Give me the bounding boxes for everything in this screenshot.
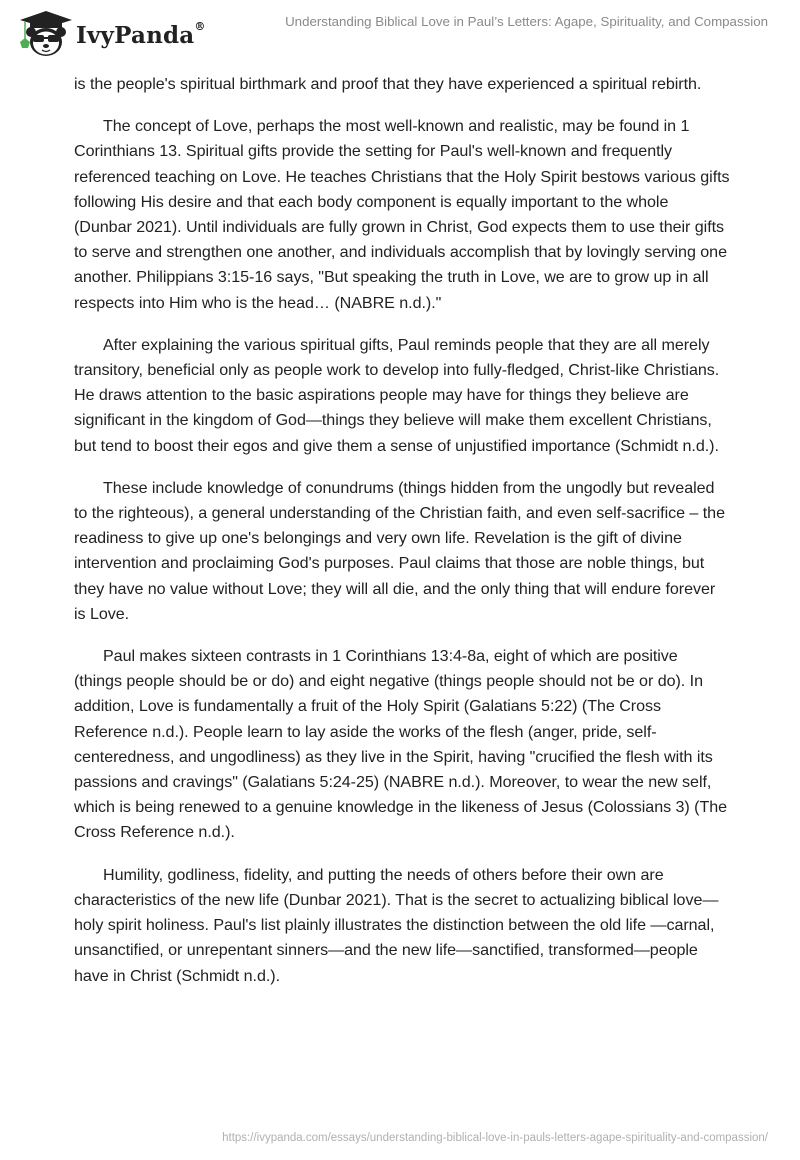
page-header	[0, 0, 800, 60]
brand-name: IvyPanda®	[76, 19, 206, 49]
panda-graduate-icon	[16, 8, 74, 58]
document-title: Understanding Biblical Love in Paul’s Letters: Agape, Spirituality, and Compassion	[285, 14, 768, 29]
ivypanda-logo[interactable]	[16, 8, 206, 58]
paragraph: Humility, godliness, fidelity, and putting the needs of others before their own are characteristics of the new life (Dunbar 2021). That is the secret to actualizing biblical love—holy spirit holiness. Paul's list plainly illustrates the distinction between the old life —carnal, unsanctified, or unrepentant sinners—and the new life—sanctified, transformed—people have in Christ (Schmidt n.d.).	[74, 865, 719, 985]
paragraph: These include knowledge of conundrums (things hidden from the ungodly but revealed to the righteous), a general understanding of the Christian faith, and even self-sacrifice – the readiness to give up one's belongings and very own life. Revelation is the gift of divine intervention and proclaiming God's purposes. Paul claims that those are noble things, but they have no value without Love; they will all die, and the only thing that will endure forever is Love.	[74, 478, 725, 623]
paragraph: After explaining the various spiritual gifts, Paul reminds people that they are all merely transitory, beneficial only as people work to develop into fully-fledged, Christ-like Christians. He draws attention to the basic aspirations people may have for things they believe are significant in the kingdom of God—things they believe will make them excellent Christians, but tend to boost their egos and give them a sense of unjustified importance (Schmidt n.d.).	[74, 335, 720, 455]
paragraph: Paul makes sixteen contrasts in 1 Corinthians 13:4-8a, eight of which are positive (things people should be or do) and eight negative (things people should not be or do). In addition, Love is fundamentally a fruit of the Holy Spirit (Galatians 5:22) (The Cross Reference n.d.). People learn to lay aside the works of the flesh (anger, pride, self-centeredness, and ungodliness) as they live in the Spirit, having "crucified the flesh with its passions and cravings" (Galatians 5:24-25) (NABRE n.d.). Moreover, to wear the new self, which is being renewed to a genuine knowledge in the likeness of Jesus (Colossians 3) (The Cross Reference n.d.).	[74, 647, 728, 842]
source-url-link[interactable]: https://ivypanda.com/essays/understanding-biblical-love-in-pauls-letters-agape-spirituality-and-compassion/	[222, 1132, 768, 1144]
paragraph-continuation: is the people's spiritual birthmark and proof that they have experienced a spiritual rebirth.	[74, 75, 702, 93]
essay-body	[74, 72, 730, 1006]
paragraph: The concept of Love, perhaps the most well-known and realistic, may be found in 1 Corinthians 13. Spiritual gifts provide the setting for Paul's well-known and frequently referenced teaching on Love. He teaches Christians that the Holy Spirit bestows various gifts following His desire and that each body component is equally important to the whole (Dunbar 2021). Until individuals are fully grown in Christ, God expects them to use their gifts to serve and strengthen one another, and individuals accomplish that by lovingly serving one another. Philippians 3:15-16 says, "But speaking the truth in Love, we are to grow up in all respects into Him who is the head… (NABRE n.d.)."	[74, 117, 730, 312]
